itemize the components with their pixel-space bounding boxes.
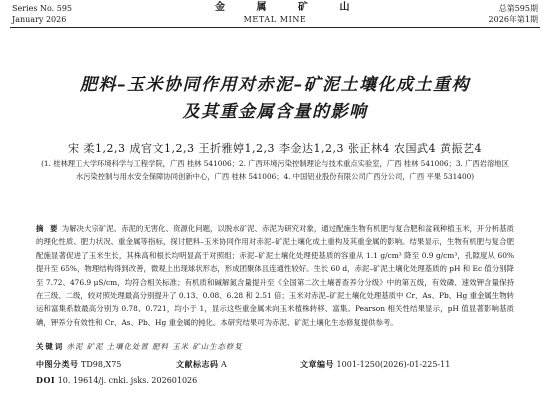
- article-number: [300, 359, 450, 370]
- doi[interactable]: [36, 375, 197, 385]
- doi-label: DOI: [36, 375, 56, 385]
- author-list: 宋 柔1,2,3 成官文1,2,3 王折雅婷1,2,3 李金达1,2,3 张正林4 农国武4 黄振艺4: [68, 142, 482, 155]
- article-number-label: 文章编号: [300, 359, 334, 369]
- doi-value[interactable]: 10. 19614/j. cnki. jsks. 202601026: [57, 376, 198, 385]
- total-issue: 总第595期: [498, 4, 538, 13]
- article-title-line-2: 及其重金属含量的影响: [182, 102, 368, 122]
- keywords-label: 关键词: [36, 342, 65, 351]
- document-code: [176, 359, 227, 370]
- journal-name-cn: 金 属 矿 山: [215, 2, 364, 13]
- keywords: [36, 341, 243, 352]
- clc-label: 中图分类号: [36, 359, 79, 369]
- journal-name-en: METAL MINE: [243, 15, 307, 24]
- header-rule: [10, 27, 540, 28]
- issue-date: January 2026: [12, 15, 67, 24]
- article-number-value: 1001-1250(2026)-01-225-11: [336, 360, 451, 369]
- document-code-label: 文献标志码: [176, 359, 219, 369]
- clc-number: [36, 359, 121, 370]
- series-number: Series No. 595: [12, 4, 73, 13]
- keywords-text: 赤泥 矿泥 土壤化处置 肥料 玉米 矿山生态修复: [66, 342, 243, 351]
- abstract-label: 摘 要: [36, 224, 60, 233]
- abstract-text: 为解决大宗矿泥、赤泥的无害化、资源化问题，以脱水矿泥、赤泥为研究对象，通过配施生物有机肥与复合肥和盆栽种植玉米，开分析基质的理化性质、肥力状况、重金属等指标，探讨肥料–玉米协同作用对赤泥–矿泥土壤化成土重构及其重金属的影响。结果显示，生物有机肥与复合肥配施显著促进了玉米生长，其株高和根长均明显高于对照组；赤泥–矿泥土壤化处理使基质的容重从 1.1 g/cm³ 降至 0.9 g/cm³，孔隙度从 60% 提升至 65%，物理结构得到改善，微观上出现球状形态，形成团聚体且连通性较好。生长 60 d，赤泥–矿泥土壤化处理基质的 pH 和 Ec 值分别降至 7.72、476.9 μS/cm，均符合相关标准；有机质和碱解氮含量提升至《全国第二次土壤普查养分分级》中的第五级，有效磷、速效钾含量保持在三级、二级，较对照处理最高分别提升了 0.13、0.08、6.28 和 2.51 倍；玉米对赤泥–矿泥土壤化处理基质中 Cr、As、Pb、Hg 重金属生物转运和富集系数最高分别为 0.78、0.721，均小于 1，显示这些重金属未向玉米植株转移、富集。Pearson 相关性结果显示，pH 值显著影响基质碘，钾养分有效性和 Cr、As、Pb、Hg 重金属的钝化。本研究结果可为赤泥、矿泥土壤化生态修复提供参考。: [36, 224, 514, 327]
- article-title-line-1: 肥料–玉米协同作用对赤泥–矿泥土壤化成土重构: [80, 75, 470, 95]
- document-code-value: A: [221, 360, 227, 369]
- year-issue: 2026年第1期: [488, 15, 538, 24]
- abstract: [36, 222, 514, 329]
- clc-value: TD98,X75: [81, 360, 122, 369]
- affiliations: (1. 桂林理工大学环境科学与工程学院，广西 桂林 541006；2. 广西环境污染控制理论与技术重点实验室，广西 桂林 541006；3. 广西岩溶地区水污染控制与用水安全保障协同创新中心，广西 桂林 541006；4. 中国铝业股份有限公司广西分公司，广西 平果 531400): [41, 159, 509, 181]
